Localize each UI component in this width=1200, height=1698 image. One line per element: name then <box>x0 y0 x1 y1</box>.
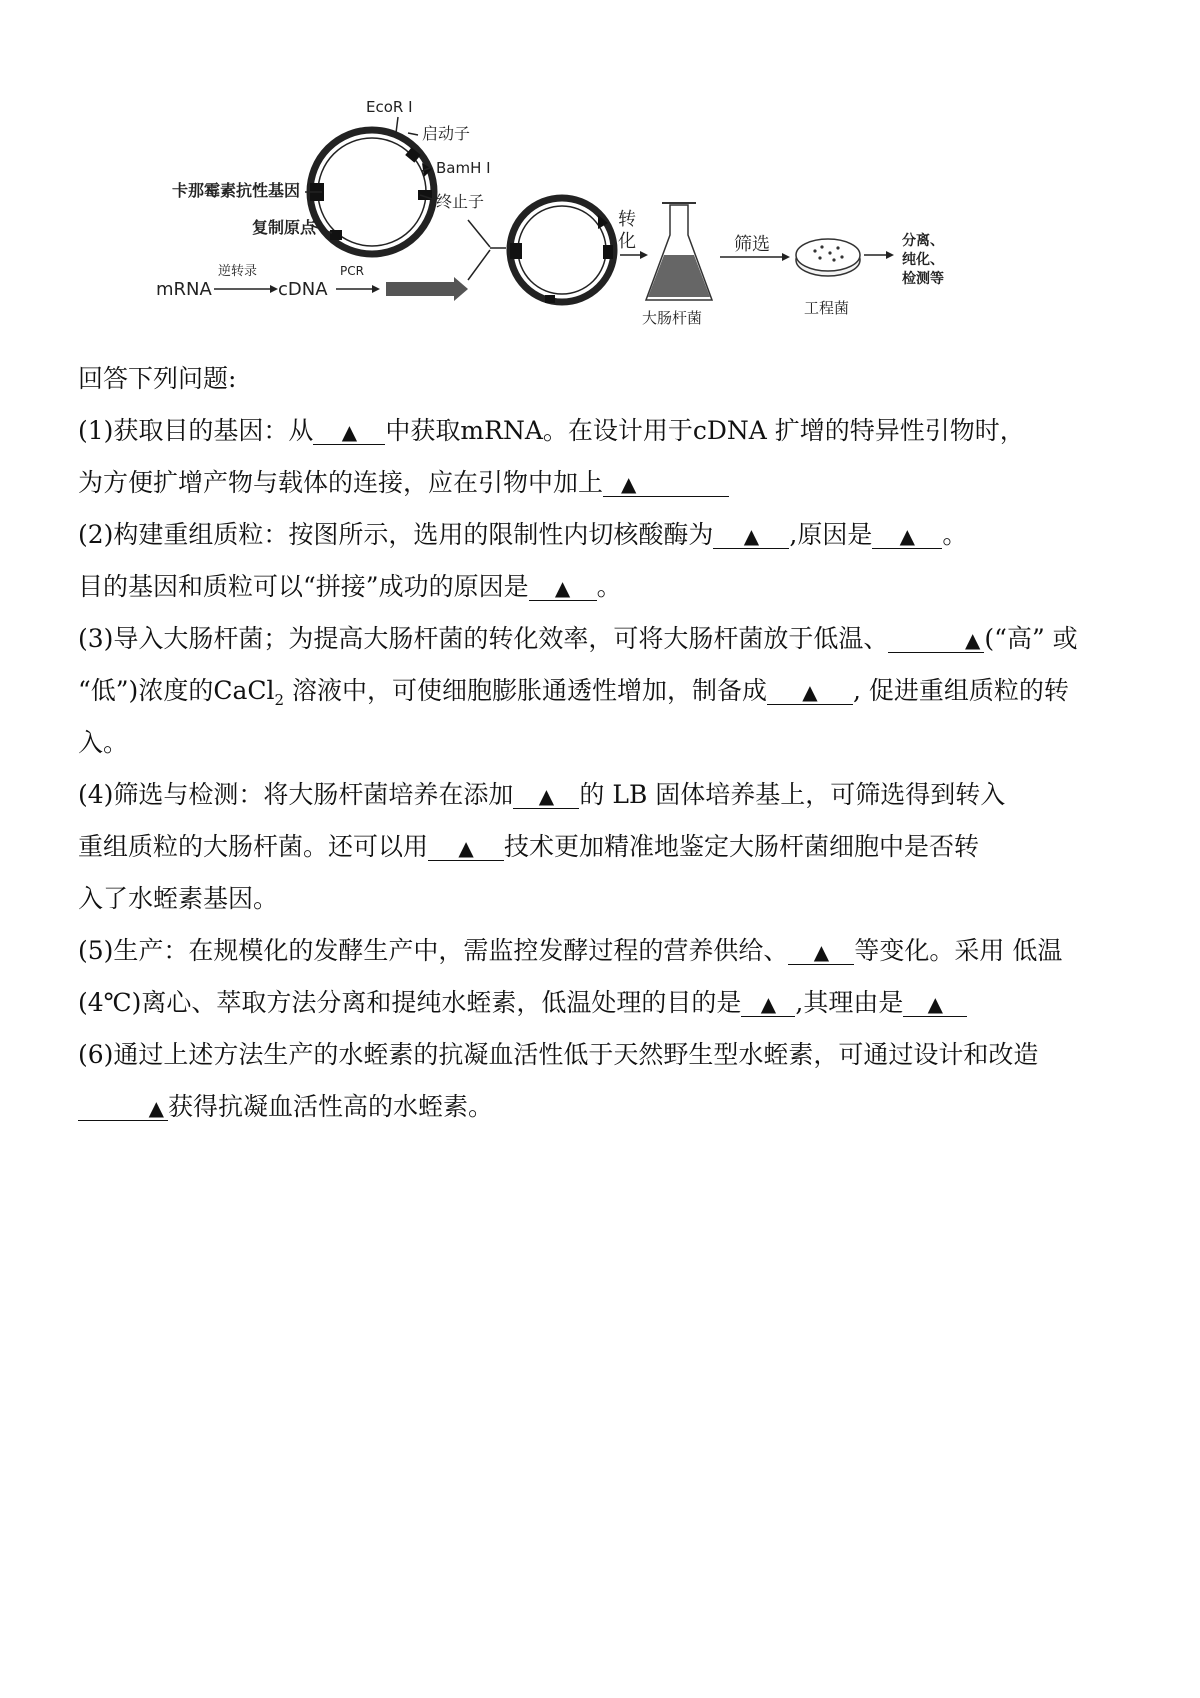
label-transform-2: 化 <box>618 231 636 252</box>
answer-blank[interactable]: ▲ <box>903 990 967 1017</box>
label-ecori: EcoR I <box>366 98 413 116</box>
pcr-product-arrow <box>386 277 468 301</box>
label-ecoli: 大肠杆菌 <box>642 309 703 327</box>
label-cdna: cDNA <box>278 279 328 300</box>
q4-line-1: (4)筛选与检测：将大肠杆菌培养在添加 ▲ 的 LB 固体培养基上，可筛选得到转入 <box>78 780 1006 809</box>
q3-line-3: 入。 <box>78 728 129 757</box>
answer-blank[interactable]: ▲ <box>713 522 789 549</box>
q1-line-2: 为方便扩增产物与载体的连接，应在引物中加上 ▲ <box>78 466 729 500</box>
label-screening: 筛选 <box>734 234 770 255</box>
flask-icon <box>646 203 712 300</box>
answer-blank[interactable]: ▲ <box>529 574 597 601</box>
label-purification: 纯化、 <box>902 252 944 268</box>
plasmid-vector <box>310 130 434 254</box>
label-mrna: mRNA <box>156 279 212 300</box>
q3-line-1: (3)导入大肠杆菌；为提高大肠杆菌的转化效率，可将大肠杆菌放于低温、 ▲ (“高” 或 <box>78 624 1078 653</box>
q2-line-2: 目的基因和质粒可以“拼接”成功的原因是 ▲ 。 <box>78 572 622 601</box>
label-kanamycin-resistance-gene: 卡那霉素抗性基因 <box>172 181 301 200</box>
answer-blank[interactable]: ▲ <box>741 990 795 1017</box>
answer-blank[interactable]: ▲ <box>78 1094 168 1121</box>
q5-line-1: (5)生产：在规模化的发酵生产中，需监控发酵过程的营养供给、 ▲ 等变化。采用 低温 <box>78 936 1063 965</box>
q4-line-3: 入了水蛭素基因。 <box>78 884 279 913</box>
label-pointers <box>305 117 435 233</box>
recombinant-plasmid <box>510 198 614 303</box>
q4-line-2: 重组质粒的大肠杆菌。还可以用 ▲ 技术更加精准地鉴定大肠杆菌细胞中是否转 <box>78 832 980 861</box>
answer-blank[interactable]: ▲ <box>788 938 854 965</box>
q2-line-1: (2)构建重组质粒：按图所示，选用的限制性内切核酸酶为 ▲ ,原因是 ▲ 。 <box>78 520 968 549</box>
intro-line: 回答下列问题: <box>78 364 237 393</box>
label-transform-1: 转 <box>618 209 636 230</box>
merge-lines <box>468 220 506 280</box>
answer-blank[interactable]: ▲ <box>513 782 579 809</box>
label-reverse-transcription: 逆转录 <box>218 264 258 279</box>
q3-line-2: “低”)浓度的CaCl$_2$ 溶液中，可使细胞膨胀通透性增加，制备成 ▲ , 促进重组质粒的转 <box>78 676 1069 709</box>
q6-line-1: (6)通过上述方法生产的水蛭素的抗凝血活性低于天然野生型水蛭素，可通过设计和改造 <box>78 1040 1039 1069</box>
answer-blank[interactable]: ▲ <box>888 626 984 653</box>
answer-blank[interactable]: ▲ <box>603 470 729 497</box>
label-pcr: PCR <box>340 264 364 278</box>
label-engineered-bacteria: 工程菌 <box>804 299 850 317</box>
label-terminator: 终止子 <box>436 192 485 211</box>
answer-blank[interactable]: ▲ <box>767 678 853 705</box>
q1-line-1: (1)获取目的基因：从 ▲ 中获取mRNA。在设计用于cDNA 扩增的特异性引物时， <box>78 416 1025 445</box>
q5-line-2: (4℃)离心、萃取方法分离和提纯水蛭素，低温处理的目的是 ▲ ,其理由是 ▲ <box>78 986 967 1020</box>
label-replication-origin: 复制原点 <box>252 218 317 237</box>
answer-blank[interactable]: ▲ <box>428 834 504 861</box>
q6-line-2: ▲ 获得抗凝血活性高的水蛭素。 <box>78 1090 493 1124</box>
cloning-workflow-diagram <box>150 95 1050 355</box>
label-promoter: 启动子 <box>422 124 471 143</box>
petri-dish-icon <box>796 239 860 276</box>
label-detection: 检测等 <box>902 271 944 287</box>
answer-blank[interactable]: ▲ <box>872 522 942 549</box>
answer-blank[interactable]: ▲ <box>313 418 385 445</box>
label-bamhi: BamH I <box>436 159 491 177</box>
label-separation: 分离、 <box>902 233 944 249</box>
